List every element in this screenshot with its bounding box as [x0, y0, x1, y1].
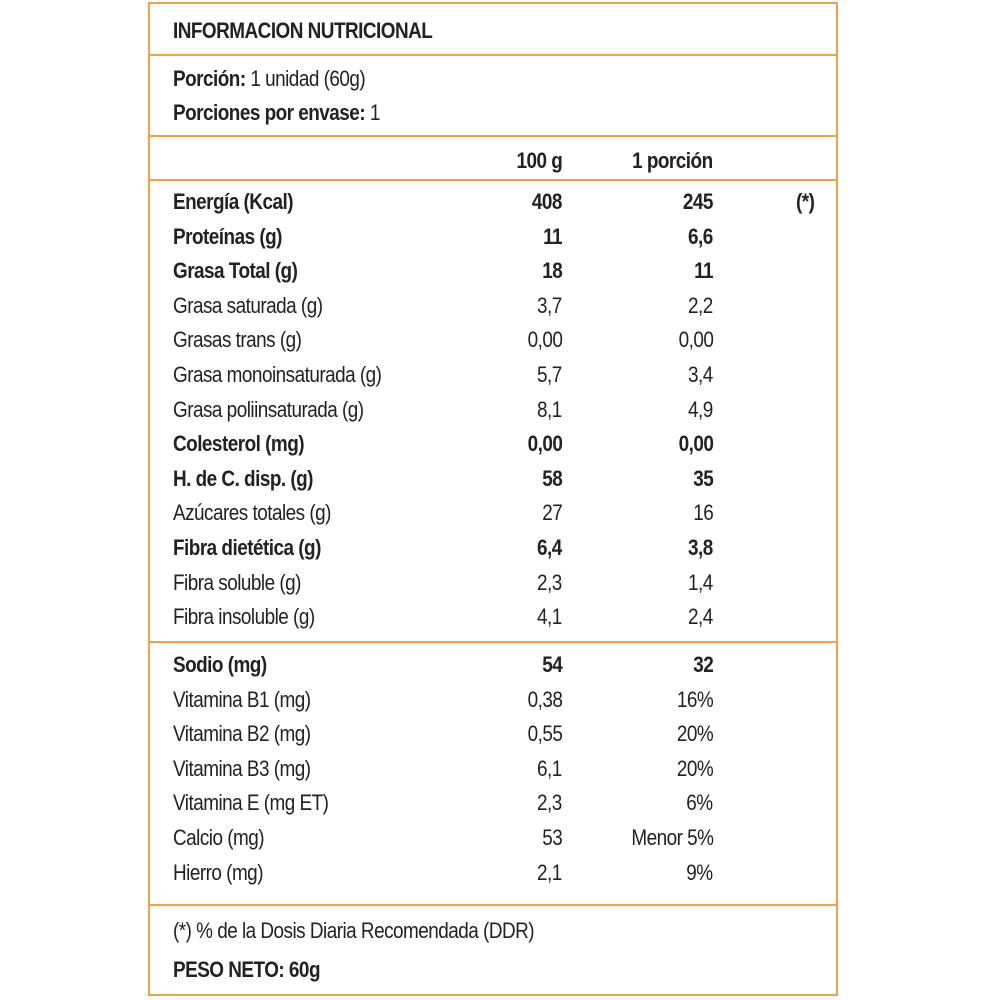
- divider: [150, 641, 836, 643]
- value-per-portion: 9%: [686, 859, 713, 885]
- value-per-portion: 2,2: [688, 292, 713, 318]
- table-row: [150, 393, 836, 427]
- divider: [150, 135, 836, 137]
- value-per-portion: 11: [694, 258, 713, 284]
- value-per-portion: 1,4: [688, 569, 713, 595]
- nutrient-label: Sodio (mg): [173, 652, 267, 677]
- table-row: [150, 683, 836, 717]
- divider: [150, 904, 836, 906]
- value-per-portion: 6%: [686, 790, 713, 816]
- value-per-portion: 245: [682, 189, 713, 214]
- value-per-100g: 0,00: [527, 431, 562, 457]
- nutrient-label: Calcio (mg): [173, 825, 265, 850]
- servings-line: [173, 100, 380, 126]
- nutrient-label: Azúcares totales (g): [173, 500, 331, 526]
- table-title: INFORMACION NUTRICIONAL: [173, 18, 433, 43]
- value-per-portion: 16: [692, 500, 713, 526]
- value-per-100g: 11: [543, 223, 562, 249]
- table-row: [150, 566, 836, 600]
- value-per-100g: 58: [541, 465, 562, 491]
- value-per-portion: 2,4: [688, 604, 713, 630]
- value-per-100g: 2,3: [537, 790, 562, 816]
- table-row: [150, 496, 836, 530]
- nutrient-label: Colesterol (mg): [173, 431, 305, 457]
- value-per-portion: 3,8: [688, 535, 713, 560]
- value-per-100g: 408: [531, 189, 562, 214]
- value-per-100g: 0,55: [527, 721, 562, 747]
- value-per-100g: 53: [541, 825, 562, 850]
- nutrient-label: Fibra insoluble (g): [173, 604, 315, 630]
- table-row: [150, 220, 836, 254]
- table-row: [150, 821, 836, 855]
- nutrient-label: Fibra dietética (g): [173, 535, 321, 560]
- divider: [150, 54, 836, 56]
- value-per-100g: 27: [541, 500, 562, 526]
- nutrient-label: Grasa Total (g): [173, 258, 298, 284]
- value-per-portion: 6,6: [688, 223, 713, 249]
- table-row: [150, 462, 836, 496]
- portion-value: 1 unidad (60g): [250, 66, 366, 91]
- table-row: [150, 185, 836, 219]
- net-weight: PESO NETO: 60g: [173, 957, 320, 982]
- value-per-100g: 18: [541, 258, 562, 284]
- nutrient-label: Grasas trans (g): [173, 327, 302, 353]
- nutrient-label: Fibra soluble (g): [173, 569, 301, 595]
- table-row: [150, 752, 836, 786]
- footnote-marker: (*): [796, 189, 815, 214]
- table-row: [150, 289, 836, 323]
- value-per-portion: Menor 5%: [630, 825, 713, 850]
- nutrient-label: Vitamina B2 (mg): [173, 721, 311, 747]
- nutrient-label: Grasa saturada (g): [173, 292, 323, 318]
- value-per-100g: 5,7: [537, 362, 562, 387]
- table-row: [150, 323, 836, 357]
- value-per-100g: 2,3: [537, 569, 562, 595]
- nutrient-label: H. de C. disp. (g): [173, 465, 313, 491]
- value-per-100g: 6,1: [537, 755, 562, 781]
- value-per-100g: 2,1: [537, 859, 562, 885]
- servings-value: 1: [369, 100, 380, 125]
- value-per-portion: 3,4: [688, 362, 713, 387]
- nutrient-label: Vitamina B1 (mg): [173, 686, 311, 712]
- value-per-100g: 0,38: [527, 686, 562, 712]
- portion-line: [173, 66, 365, 92]
- value-per-100g: 4,1: [537, 604, 562, 630]
- divider: [150, 179, 836, 181]
- column-header-portion: 1 porción: [632, 148, 713, 173]
- portion-label: Porción:: [173, 66, 246, 91]
- table-row: [150, 531, 836, 565]
- value-per-portion: 4,9: [688, 396, 713, 422]
- servings-label: Porciones por envase:: [173, 100, 366, 125]
- nutrition-table: [148, 2, 838, 996]
- nutrient-label: Vitamina E (mg ET): [173, 790, 329, 816]
- table-row: [150, 254, 836, 288]
- value-per-100g: 8,1: [537, 396, 562, 422]
- value-per-100g: 6,4: [537, 535, 562, 560]
- value-per-portion: 0,00: [678, 431, 713, 457]
- value-per-100g: 54: [541, 652, 562, 677]
- table-row: [150, 648, 836, 682]
- value-per-portion: 20%: [676, 721, 713, 747]
- nutrient-label: Grasa monoinsaturada (g): [173, 362, 382, 387]
- table-row: [150, 856, 836, 890]
- footnote: (*) % de la Dosis Diaria Recomendada (DDR): [173, 918, 535, 943]
- value-per-100g: 0,00: [527, 327, 562, 353]
- value-per-portion: 20%: [676, 755, 713, 781]
- value-per-portion: 0,00: [678, 327, 713, 353]
- table-row: [150, 600, 836, 634]
- table-row: [150, 427, 836, 461]
- value-per-portion: 35: [692, 465, 713, 491]
- table-row: [150, 717, 836, 751]
- value-per-100g: 3,7: [537, 292, 562, 318]
- nutrient-label: Hierro (mg): [173, 859, 263, 885]
- value-per-portion: 16%: [676, 686, 713, 712]
- table-row: [150, 358, 836, 392]
- nutrient-label: Vitamina B3 (mg): [173, 755, 311, 781]
- table-row: [150, 786, 836, 820]
- nutrient-label: Energía (Kcal): [173, 189, 293, 214]
- nutrient-label: Proteínas (g): [173, 223, 282, 249]
- value-per-portion: 32: [692, 652, 713, 677]
- column-header-100g: 100 g: [516, 148, 562, 173]
- nutrient-label: Grasa poliinsaturada (g): [173, 396, 364, 422]
